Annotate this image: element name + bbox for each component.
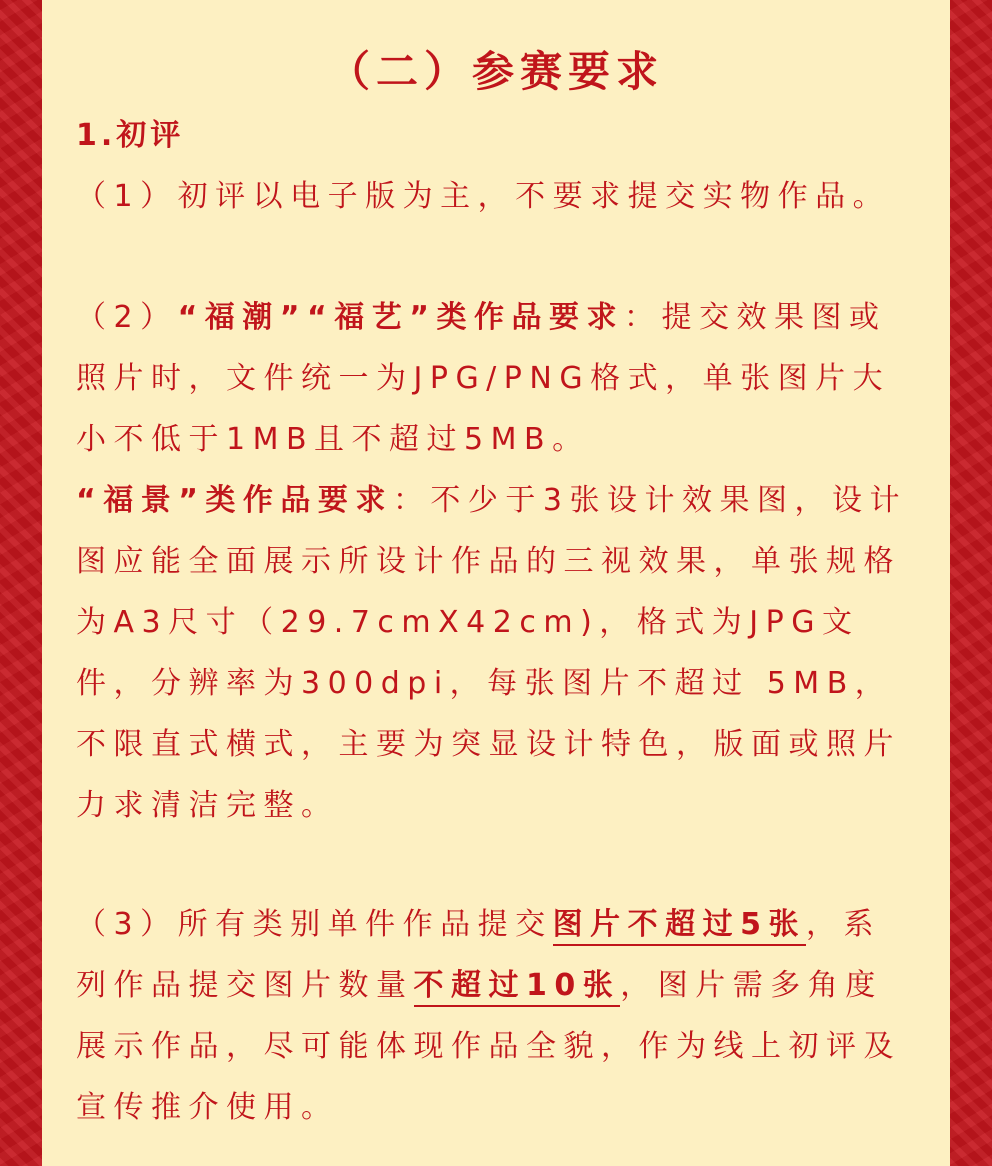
paragraph-2-text: ：提交效果图或照片时，文件统一为JPG/PNG格式，单张图片大小不低于1MB且不超过5MB。 [76,300,891,457]
decorative-border-left [0,0,42,1166]
decorative-border-right [950,0,992,1166]
content-panel [42,0,950,1166]
paragraph-3-text: ：不少于3张设计效果图，设计图应能全面展示所设计作品的三视效果，单张规格为A3尺寸（29.7cmX42cm)，格式为JPG文件，分辨率为300dpi，每张图片不超过 5MB，不限直式横式，主要为突显设计特色，版面或照片力求清洁完整。 [76,483,908,823]
paragraph-4-highlight-2: 不超过10张 [414,968,621,1007]
paragraph-4 [76,894,916,1138]
section-title: （二）参赛要求 [327,47,664,96]
paragraph-2-prefix: （2） [76,300,178,335]
paragraph-4-mid: ，系列作品提交图片数量 [76,907,881,1003]
sub-heading-preliminary: 1.初评 [76,118,185,153]
paragraph-3-bold-heading: “福景”类作品要求 [76,483,393,518]
paragraph-1: （1）初评以电子版为主，不要求提交实物作品。 [76,179,891,214]
paragraph-4-text: ，图片需多角度展示作品，尽可能体现作品全貌，作为线上初评及宣传推介使用。 [76,968,901,1125]
paragraph-2-bold-heading: “福潮”“福艺”类作品要求 [177,300,624,335]
paragraph-3 [76,470,916,836]
paragraph-4-highlight-1: 图片不超过5张 [553,907,806,946]
paragraph-2 [76,287,916,470]
paragraph-4-prefix: （3）所有类别单件作品提交 [76,907,553,942]
